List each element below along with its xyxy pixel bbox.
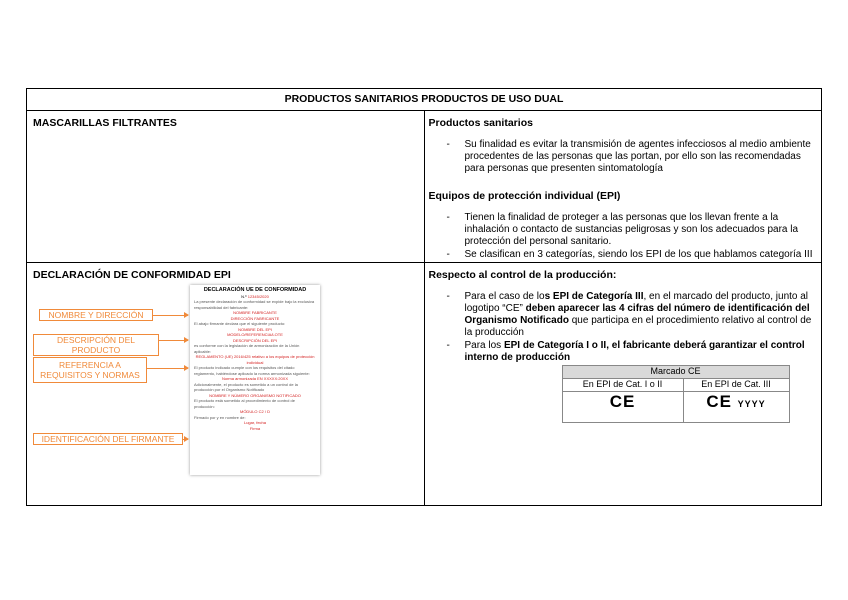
tag-descripcion: DESCRIPCIÓN DEL PRODUCTO [33,334,159,356]
list-item: - Su finalidad es evitar la transmisión de agentes infecciosos al medio ambiente procedentes de las personas que las portan, por ello son las recomendadas para personas que presenten sintomatología [429,139,816,175]
tag-nombre: NOMBRE Y DIRECCIÓN [39,309,153,321]
tag-identificacion: IDENTIFICACIÓN DEL FIRMANTE [33,433,183,445]
list-item: - Para los EPI de Categoría I o II, el fabricante deberá garantizar el control interno de producción [429,340,816,364]
mascarillas-title: MASCARILLAS FILTRANTES [33,117,177,129]
doc-number: N.º 12345/2020 [241,293,269,299]
doc-red-line: Firma [249,425,261,431]
doc-line: La presente declaración de conformidad se expide bajo la exclusiva responsabilidad del fabricante: [194,299,315,310]
cell-mascarillas [27,111,425,263]
table-header: PRODUCTOS SANITARIOS PRODUCTOS DE USO DUAL [27,89,822,111]
arrow-icon [158,340,188,341]
ce-mark-yyyy: CE YYYY [683,392,789,423]
doc-red-line: MODELO/REFERENCIA/LOTE [227,332,283,337]
sanitarios-list [429,139,816,175]
doc-line: Adicionalmente, el producto es sometido a un control de la producción por el Organismo Notificado [194,381,298,392]
cell-declaracion [27,263,425,506]
doc-line: El abajo firmante declara que el siguiente producto: [194,321,286,326]
ce-marking-table [562,365,790,423]
declaration-figure [27,281,424,481]
doc-title: DECLARACIÓN UE DE CONFORMIDAD [203,287,307,293]
arrow-icon [182,439,188,440]
doc-red-line: NOMBRE FABRICANTE [233,310,277,315]
ce-mark-icon: CE [706,392,732,411]
doc-red-line: REGLAMENTO (UE) 2016/425 relativo a los equipos de protección individual [195,354,315,365]
tag-referencia: REFERENCIA A REQUISITOS Y NORMAS [33,357,147,383]
ce-mark-icon: CE [562,392,683,423]
cell-control [424,263,822,506]
sanitarios-title: Productos sanitarios [428,117,533,129]
doc-red-line: Lugar, fecha [243,420,267,425]
content-table [26,88,822,506]
list-item: - Para el caso de los EPI de Categoría III, en el marcado del producto, junto al logotipo “CE” deben aparecer las 4 cifras del número de identificación del Organismo Notificado que participa en el procedimiento relativo al control de la producción [429,291,816,339]
doc-red-line: DIRECCIÓN FABRICANTE [230,315,280,321]
doc-red-line: NOMBRE DEL EPI [238,326,272,332]
declaration-document [190,285,320,475]
doc-line: es conforme con la legislación de armonización de la Unión aplicable: [194,343,300,354]
control-title: Respecto al control de la producción: [428,269,617,281]
cell-productos [424,111,822,263]
epi-list [429,212,816,261]
control-list [429,291,816,364]
arrow-icon [146,368,188,369]
doc-red-line: DESCRIPCIÓN DEL EPI [232,337,278,343]
list-item: - Se clasifican en 3 categorías, siendo los EPI de los que hablamos categoría III [429,249,816,261]
epi-title: Equipos de protección individual (EPI) [428,190,621,202]
list-item: - Tienen la finalidad de proteger a las personas que los llevan frente a la inhalación o contacto de sustancias peligrosas y son los adecuados para la protección del personal sanitario. [429,212,816,248]
doc-red-line: MÓDULO C2 / D [239,409,270,414]
doc-red-line: Norma armonizada EN XXXXX:20XX [221,376,289,381]
declaracion-title: DECLARACIÓN DE CONFORMIDAD EPI [33,269,231,281]
arrow-icon [152,315,188,316]
doc-line: Firmado por y en nombre de: [194,414,246,420]
ce-col2-label: En EPI de Cat. III [683,379,789,392]
ce-col1-label: En EPI de Cat. I o II [562,379,683,392]
doc-red-line: NOMBRE Y NÚMERO ORGANISMO NOTIFICADO [209,392,301,398]
doc-line: El producto indicado cumple con los requisitos del citado reglamento, habiéndose aplicado la norma armonizada siguiente: [194,365,310,376]
doc-line: El producto está sometido al procedimiento de control de producción: [194,398,295,409]
ce-table-header: Marcado CE [562,366,789,379]
